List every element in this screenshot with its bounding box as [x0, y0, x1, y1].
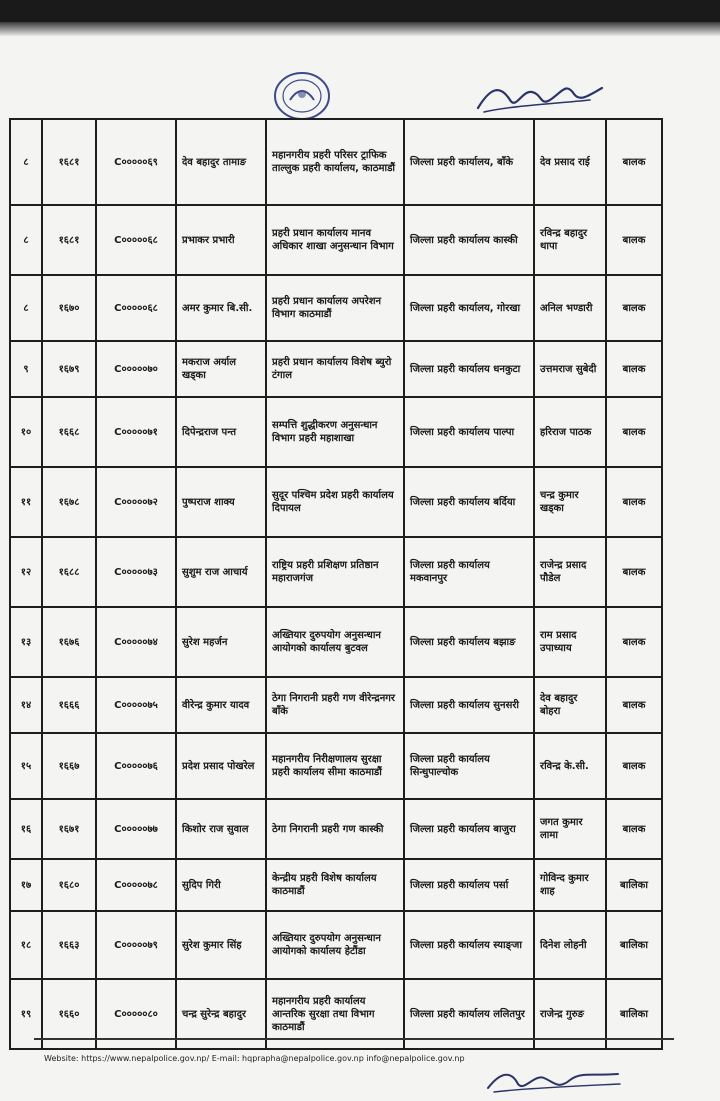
office-cell: प्रहरी प्रधान कार्यालय मानव अधिकार शाखा अनुसन्धान विभाग — [266, 205, 404, 275]
footer-divider — [34, 1038, 674, 1040]
office-cell: ठेगा निगरानी प्रहरी गण कास्की — [266, 799, 404, 859]
code-cell: १६७९ — [42, 341, 96, 397]
table-row — [10, 341, 662, 397]
serial-number-cell: १४ — [10, 677, 42, 733]
district-office-cell: जिल्ला प्रहरी कार्यालय सिन्धुपाल्चोक — [404, 733, 534, 799]
referrer-cell: उत्तमराज सुबेदी — [534, 341, 606, 397]
gender-cell: बालिका — [606, 979, 662, 1049]
table-row — [10, 467, 662, 537]
serial-number-cell: ८ — [10, 275, 42, 341]
district-office-cell: जिल्ला प्रहरी कार्यालय बाजुरा — [404, 799, 534, 859]
name-cell: सुरेश कुमार सिंह — [176, 911, 266, 979]
id-cell: C०००००७५ — [96, 677, 176, 733]
office-cell: प्रहरी प्रधान कार्यालय अपरेशन विभाग काठमाडौं — [266, 275, 404, 341]
gender-cell: बालक — [606, 733, 662, 799]
name-cell: सुरेश महर्जन — [176, 607, 266, 677]
district-office-cell: जिल्ला प्रहरी कार्यालय सुनसरी — [404, 677, 534, 733]
serial-number-cell: १२ — [10, 537, 42, 607]
referrer-cell: राम प्रसाद उपाध्याय — [534, 607, 606, 677]
table-row — [10, 911, 662, 979]
id-cell: C०००००६८ — [96, 205, 176, 275]
gender-cell: बालक — [606, 275, 662, 341]
id-cell: C०००००६९ — [96, 119, 176, 205]
office-cell: अख्तियार दुरुपयोग अनुसन्धान आयोगको कार्यालय हेटौंडा — [266, 911, 404, 979]
name-cell: अमर कुमार बि.सी. — [176, 275, 266, 341]
code-cell: १६६७ — [42, 733, 96, 799]
referrer-cell: रविन्द्र के.सी. — [534, 733, 606, 799]
name-cell: मकराज अर्याल खड्का — [176, 341, 266, 397]
district-office-cell: जिल्ला प्रहरी कार्यालय मकवानपुर — [404, 537, 534, 607]
referrer-cell: हरिराज पाठक — [534, 397, 606, 467]
table-row — [10, 275, 662, 341]
table-row — [10, 607, 662, 677]
id-cell: C०००००७६ — [96, 733, 176, 799]
office-cell: महानगरीय प्रहरी कार्यालय आन्तरिक सुरक्षा तथा विभाग काठमाडौं — [266, 979, 404, 1049]
serial-number-cell: ८ — [10, 205, 42, 275]
table-row — [10, 859, 662, 911]
code-cell: १६८० — [42, 859, 96, 911]
referrer-cell: गोविन्द कुमार शाह — [534, 859, 606, 911]
district-office-cell: जिल्ला प्रहरी कार्यालय बर्दिया — [404, 467, 534, 537]
government-seal-icon — [272, 70, 332, 122]
gender-cell: बालक — [606, 537, 662, 607]
gender-cell: बालक — [606, 397, 662, 467]
referrer-cell: दिनेश लोहनी — [534, 911, 606, 979]
id-cell: C०००००८० — [96, 979, 176, 1049]
office-cell: सम्पत्ति शुद्धीकरण अनुसन्धान विभाग प्रहरी महाशाखा — [266, 397, 404, 467]
gender-cell: बालक — [606, 677, 662, 733]
gender-cell: बालक — [606, 341, 662, 397]
office-cell: महानगरीय प्रहरी परिसर ट्राफिक ताल्लुक प्रहरी कार्यालय, काठमाडौं — [266, 119, 404, 205]
gender-cell: बालक — [606, 205, 662, 275]
district-office-cell: जिल्ला प्रहरी कार्यालय पाल्पा — [404, 397, 534, 467]
id-cell: C०००००७३ — [96, 537, 176, 607]
gender-cell: बालक — [606, 607, 662, 677]
signature-bottom-icon — [478, 1062, 628, 1096]
table-row — [10, 733, 662, 799]
name-cell: सुदिप गिरी — [176, 859, 266, 911]
code-cell: १६८१ — [42, 119, 96, 205]
name-cell: देव बहादुर तामाङ — [176, 119, 266, 205]
code-cell: १६७८ — [42, 467, 96, 537]
id-cell: C०००००६८ — [96, 275, 176, 341]
referrer-cell: राजेन्द्र प्रसाद पौडेल — [534, 537, 606, 607]
serial-number-cell: १३ — [10, 607, 42, 677]
district-office-cell: जिल्ला प्रहरी कार्यालय स्याङ्जा — [404, 911, 534, 979]
code-cell: १६६० — [42, 979, 96, 1049]
serial-number-cell: १७ — [10, 859, 42, 911]
referrer-cell: देव बहादुर बोहरा — [534, 677, 606, 733]
referrer-cell: चन्द्र कुमार खड्का — [534, 467, 606, 537]
table-row — [10, 537, 662, 607]
serial-number-cell: ९ — [10, 341, 42, 397]
id-cell: C०००००७७ — [96, 799, 176, 859]
office-cell: राष्ट्रिय प्रहरी प्रशिक्षण प्रतिष्ठान महाराजगंज — [266, 537, 404, 607]
gender-cell: बालिका — [606, 911, 662, 979]
office-cell: महानगरीय निरीक्षणालय सुरक्षा प्रहरी कार्यालय सीमा काठमाडौं — [266, 733, 404, 799]
name-cell: दिपेन्द्रराज पन्त — [176, 397, 266, 467]
referrer-cell: राजेन्द्र गुरुङ — [534, 979, 606, 1049]
id-cell: C०००००७८ — [96, 859, 176, 911]
referrer-cell: अनिल भण्डारी — [534, 275, 606, 341]
name-cell: किशोर राज सुवाल — [176, 799, 266, 859]
district-office-cell: जिल्ला प्रहरी कार्यालय ललितपुर — [404, 979, 534, 1049]
code-cell: १६७६ — [42, 607, 96, 677]
id-cell: C०००००७१ — [96, 397, 176, 467]
referrer-cell: जगत कुमार लामा — [534, 799, 606, 859]
district-office-cell: जिल्ला प्रहरी कार्यालय बझाङ — [404, 607, 534, 677]
table-row — [10, 205, 662, 275]
gender-cell: बालक — [606, 799, 662, 859]
office-cell: ठेगा निगरानी प्रहरी गण वीरेन्द्रनगर बाँके — [266, 677, 404, 733]
name-cell: चन्द्र सुरेन्द्र बहादुर — [176, 979, 266, 1049]
name-cell: पुष्पराज शाक्य — [176, 467, 266, 537]
referrer-cell: रविन्द्र बहादुर थापा — [534, 205, 606, 275]
id-cell: C०००००७२ — [96, 467, 176, 537]
code-cell: १६६८ — [42, 397, 96, 467]
serial-number-cell: ११ — [10, 467, 42, 537]
serial-number-cell: ८ — [10, 119, 42, 205]
table-row — [10, 397, 662, 467]
name-cell: प्रभाकर प्रभारी — [176, 205, 266, 275]
id-cell: C०००००७९ — [96, 911, 176, 979]
gender-cell: बालक — [606, 467, 662, 537]
scan-dark-edge — [0, 0, 720, 22]
serial-number-cell: १० — [10, 397, 42, 467]
table-row — [10, 677, 662, 733]
serial-number-cell: १८ — [10, 911, 42, 979]
office-cell: केन्द्रीय प्रहरी विशेष कार्यालय काठमाडौं — [266, 859, 404, 911]
code-cell: १६७१ — [42, 799, 96, 859]
name-cell: सुशुम राज आचार्य — [176, 537, 266, 607]
serial-number-cell: १६ — [10, 799, 42, 859]
id-cell: C०००००७४ — [96, 607, 176, 677]
district-office-cell: जिल्ला प्रहरी कार्यालय, गोरखा — [404, 275, 534, 341]
name-cell: वीरेन्द्र कुमार यादव — [176, 677, 266, 733]
personnel-table — [9, 118, 663, 1050]
code-cell: १६८१ — [42, 205, 96, 275]
office-cell: प्रहरी प्रधान कार्यालय विशेष ब्युरो टंगाल — [266, 341, 404, 397]
code-cell: १६८८ — [42, 537, 96, 607]
serial-number-cell: १५ — [10, 733, 42, 799]
district-office-cell: जिल्ला प्रहरी कार्यालय कास्की — [404, 205, 534, 275]
table-row — [10, 119, 662, 205]
id-cell: C०००००७० — [96, 341, 176, 397]
code-cell: १६६६ — [42, 677, 96, 733]
gender-cell: बालिका — [606, 859, 662, 911]
code-cell: १६६३ — [42, 911, 96, 979]
signature-top-icon — [470, 70, 610, 118]
serial-number-cell: १९ — [10, 979, 42, 1049]
district-office-cell: जिल्ला प्रहरी कार्यालय, बाँके — [404, 119, 534, 205]
referrer-cell: देव प्रसाद राई — [534, 119, 606, 205]
scan-shadow-edge — [0, 22, 720, 36]
gender-cell: बालक — [606, 119, 662, 205]
table-row — [10, 799, 662, 859]
district-office-cell: जिल्ला प्रहरी कार्यालय धनकुटा — [404, 341, 534, 397]
office-cell: अख्तियार दुरुपयोग अनुसन्धान आयोगको कार्यालय बुटवल — [266, 607, 404, 677]
code-cell: १६७० — [42, 275, 96, 341]
name-cell: प्रदेश प्रसाद पोखरेल — [176, 733, 266, 799]
district-office-cell: जिल्ला प्रहरी कार्यालय पर्सा — [404, 859, 534, 911]
footer-website: Website: https://www.nepalpolice.gov.np/ E-mail: hqprapha@nepalpolice.gov.np info@nepalpolice.gov.np — [44, 1054, 465, 1063]
office-cell: सुदूर पश्चिम प्रदेश प्रहरी कार्यालय दिपायल — [266, 467, 404, 537]
